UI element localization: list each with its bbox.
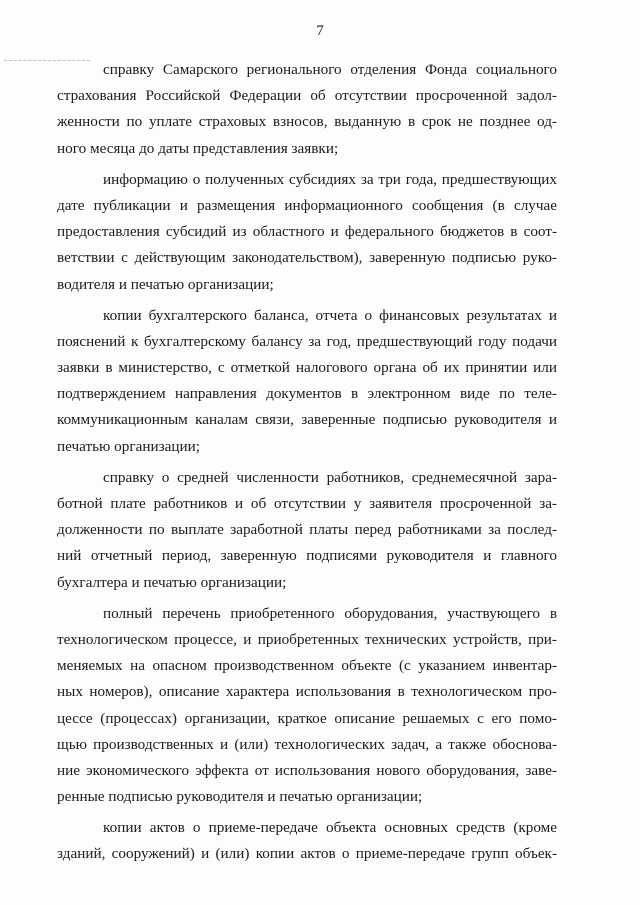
text-line: печатью организации; (57, 437, 200, 455)
text-line: ренные подписью руководителя и печатью организации; (57, 788, 423, 806)
text-line: зданий, сооружений) и (или) копии актов о приеме-передаче групп объек- (57, 845, 557, 863)
text-line: дате публикации и размещения информационного сообщения (в случае (57, 196, 557, 214)
paragraph-employee-certificate (57, 465, 557, 596)
paragraph-subsidies-info (57, 167, 557, 298)
text-line: коммуникационным каналам связи, заверенные подписью руководителя и (57, 411, 557, 429)
text-line: долженности по выплате заработной платы перед работниками за послед- (57, 521, 557, 539)
text-line: заявки в министерство, с отметкой налогового органа об их принятии или (57, 359, 557, 377)
text-line: щью производственных и (или) технологических задач, а также обоснова- (57, 735, 557, 753)
text-line: ных номеров), описание характера использования в технологическом про- (57, 683, 557, 701)
text-line: подтверждением направления документов в электронном виде по теле- (57, 385, 557, 403)
text-line: ботной плате работников и об отсутствии у заявителя просроченной за- (57, 495, 557, 512)
text-line: предоставления субсидий из областного и федерального бюджетов в соот- (57, 223, 557, 241)
document-body (57, 57, 557, 870)
text-line: ветствии с действующим законодательством), заверенную подписью руко- (57, 249, 557, 267)
text-line: женности по уплате страховых взносов, выданную в срок не позднее од- (57, 113, 557, 131)
text-line: технологическом процессе, и приобретенных технических устройств, при- (57, 630, 557, 648)
paragraph-equipment-list (57, 601, 557, 811)
text-line: полный перечень приобретенного оборудования, участвующего в (103, 604, 557, 622)
text-line: информацию о полученных субсидиях за три года, предшествующих (103, 170, 557, 188)
page-number: 7 (316, 23, 324, 39)
paragraph-acceptance-acts (57, 815, 557, 867)
text-line: страхования Российской Федерации об отсутствии просроченной задол- (57, 87, 557, 105)
text-line: водителя и печатью организации; (57, 275, 274, 293)
text-line: справку о средней численности работников, среднемесячной зара- (103, 468, 557, 486)
text-line: копии актов о приеме-передаче объекта основных средств (кроме (103, 819, 557, 837)
paragraph-balance-copies (57, 303, 557, 460)
text-line: ного месяца до даты представления заявки; (57, 139, 339, 157)
text-line: пояснений к бухгалтерскому балансу за год, предшествующий году подачи (57, 332, 557, 350)
text-line: ние экономического эффекта от использования нового оборудования, заве- (57, 761, 557, 779)
text-line: бухгалтера и печатью организации; (57, 573, 287, 591)
text-line: справку Самарского регионального отделения Фонда социального (103, 61, 557, 78)
text-line: ний отчетный период, заверенную подписями руководителя и главного (57, 547, 557, 565)
paragraph-fss-certificate (57, 57, 557, 162)
text-line: копии бухгалтерского баланса, отчета о финансовых результатах и (103, 306, 557, 324)
text-line: цессе (процессах) организации, краткое описание решаемых с его помо- (57, 709, 557, 727)
text-line: меняемых на опасном производственном объекте (с указанием инвентар- (57, 657, 557, 675)
